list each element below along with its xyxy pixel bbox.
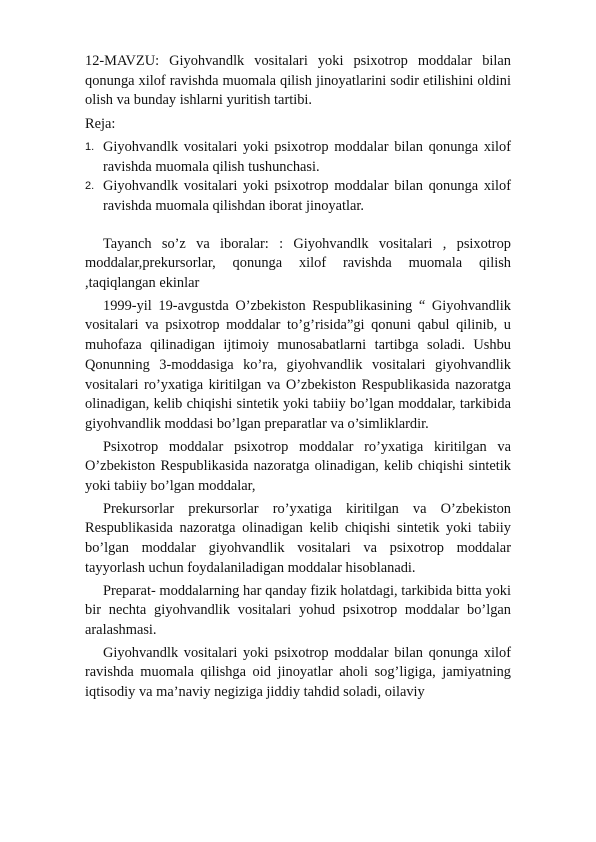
spacer: [85, 217, 511, 235]
keywords-paragraph: Tayanch so’z va iboralar: : Giyohvandlk vositalari , psixotrop moddalar,prekursorlar, qonunga xilof ravishda muomala qilish ,taqiqlangan ekinlar: [85, 235, 511, 292]
document-title: 12-MAVZU: Giyohvandlk vositalari yoki psixotrop moddalar bilan qonunga xilof ravishda muomala qilish jinoyatlarini sodir etilishini oldini olish va bunday ishlarni yuritish tartibi.: [85, 53, 511, 109]
plan-item: [85, 138, 511, 177]
plan-item-number: 1.: [85, 140, 95, 153]
plan-label: Reja:: [85, 116, 116, 133]
body-paragraph: Preparat- moddalarning har qanday fizik holatdagi, tarkibida bitta yoki bir nechta giyohvandlik vositalari yohud psixotrop moddalar bo’lgan aralashmasi.: [85, 582, 511, 638]
body-paragraph: 1999-yil 19-avgustda O’zbekiston Respublikasining “ Giyohvandlik vositalari va psixotrop moddalar to’g’risida”gi qonuni qabul qilinib, u muhofaza qilinadigan ijtimoiy munosabatlarni tartibga soladi. Ushbu Qonunning 3-moddasiga ko’ra, giyohvandlik vositalari giyohvandlik vositalari ro’yxatiga kiritilgan va O’zbekiston Respublikasida nazoratga olinadigan, kelib chiqishi sintetik yoki tabiiy bo’lgan moddalar, tarkibida giyohvandlik moddasi bo’lgan preparatlar va o’simliklardir.: [85, 297, 511, 432]
plan-item-text: Giyohvandlk vositalari yoki psixotrop moddalar bilan qonunga xilof ravishda muomala qilishdan iborat jinoyatlar.: [103, 178, 511, 214]
plan-item-text: Giyohvandlk vositalari yoki psixotrop moddalar bilan qonunga xilof ravishda muomala qilish tushunchasi.: [103, 138, 511, 175]
body-paragraph: Prekursorlar prekursorlar ro’yxatiga kiritilgan va O’zbekiston Respublikasida nazoratga olinadigan kelib chiqishi sintetik yoki tabiiy bo’lgan moddalar giyohvandlik vositalari va psixotrop moddalar tayyorlash uchun foydalaniladigan moddalar hisoblanadi.: [85, 500, 511, 576]
plan-list: [85, 138, 511, 217]
body-paragraph: Giyohvandlk vositalari yoki psixotrop moddalar bilan qonunga xilof ravishda muomala qilishga oid jinoyatlar aholi sog’ligiga, jamiyatning iqtisodiy va ma’naviy negiziga jiddiy tahdid soladi, oilaviy: [85, 644, 511, 701]
plan-item-number: 2.: [85, 180, 95, 193]
body-paragraph: Psixotrop moddalar psixotrop moddalar ro’yxatiga kiritilgan va O’zbekiston Respublikasida nazoratga olinadigan, kelib chiqishi sintetik yoki tabiiy bo’lgan moddalar,: [85, 438, 511, 495]
plan-item: [85, 177, 511, 216]
document-page: [85, 52, 511, 706]
